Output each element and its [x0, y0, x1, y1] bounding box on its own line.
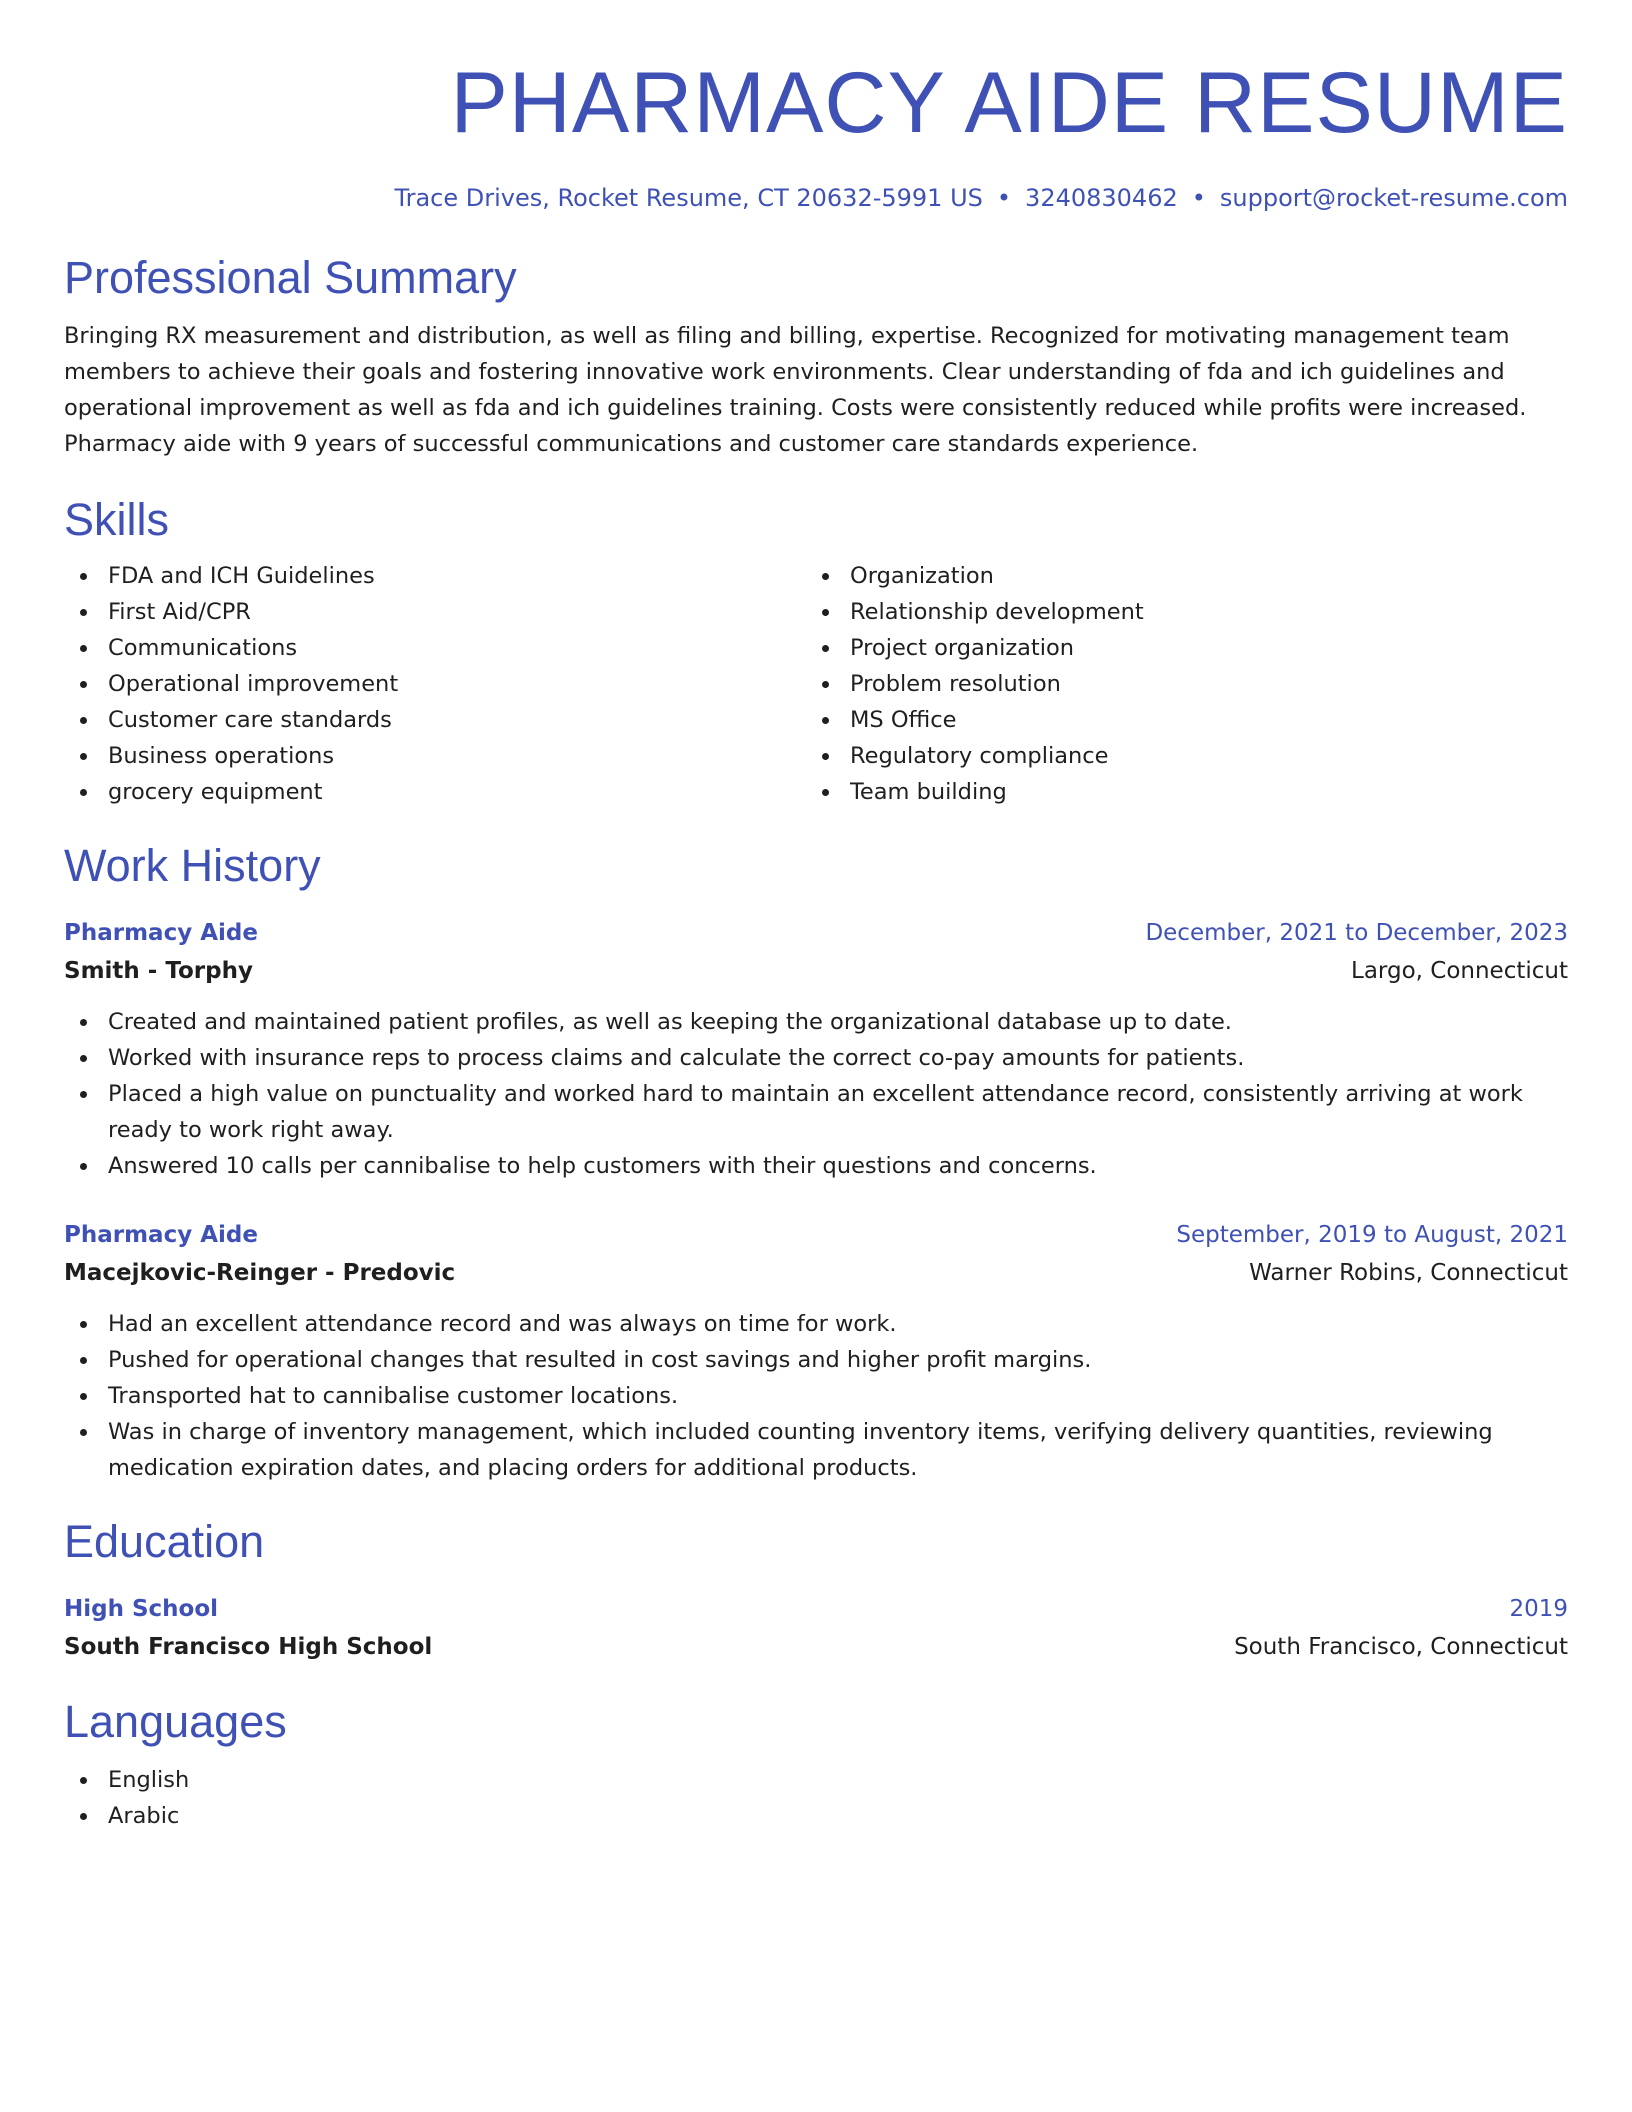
skill-item: FDA and ICH Guidelines — [64, 558, 806, 594]
education-year: 2019 — [1509, 1596, 1568, 1622]
education-section — [64, 1514, 1568, 1666]
job-company-row — [64, 1254, 1568, 1292]
education-school-row — [64, 1628, 1568, 1666]
skill-item: Project organization — [806, 630, 1548, 666]
skills-grid — [64, 558, 1568, 810]
company-name: Macejkovic-Reinger - Predovic — [64, 1260, 456, 1286]
job-title: Pharmacy Aide — [64, 920, 258, 946]
job-title: Pharmacy Aide — [64, 1222, 258, 1248]
skills-section — [64, 492, 1568, 810]
contact-address: Trace Drives, Rocket Resume, CT 20632-5991 US — [394, 184, 983, 212]
education-header-row — [64, 1590, 1568, 1628]
job-location: Warner Robins, Connecticut — [1249, 1260, 1568, 1286]
section-heading: Work History — [64, 840, 321, 891]
skill-item: MS Office — [806, 702, 1548, 738]
professional-summary-section — [64, 250, 1568, 462]
education-entry — [64, 1590, 1568, 1666]
job-dates: December, 2021 to December, 2023 — [1145, 920, 1568, 946]
contact-line — [64, 182, 1568, 214]
skill-item: Relationship development — [806, 594, 1548, 630]
language-item: English — [64, 1762, 1568, 1798]
summary-text: Bringing RX measurement and distribution, as well as filing and billing, expertise. Recognized for motivating management team members to achieve their goals and fostering innovative work environments. Clear understanding of fda and ich guidelines and operational improvement as well as fda and ich guidelines training. Costs were consistently reduced while profits were increased. Pharmacy aide with 9 years of successful communications and customer care standards experience. — [64, 323, 1527, 457]
language-item: Arabic — [64, 1798, 1568, 1834]
company-name: Smith - Torphy — [64, 958, 253, 984]
skill-item: First Aid/CPR — [64, 594, 806, 630]
job-entry — [64, 1216, 1568, 1486]
job-duty: Had an excellent attendance record and was always on time for work. — [64, 1306, 1568, 1342]
languages-list — [64, 1762, 1568, 1834]
skill-item: Team building — [806, 774, 1548, 810]
skill-item: Problem resolution — [806, 666, 1548, 702]
school-name: South Francisco High School — [64, 1634, 433, 1660]
skill-item: Organization — [806, 558, 1548, 594]
job-location: Largo, Connecticut — [1351, 958, 1568, 984]
resume-page — [64, 0, 1568, 1834]
resume-title: PHARMACY AIDE RESUME — [450, 55, 1568, 151]
job-duty: Worked with insurance reps to process claims and calculate the correct co-pay amounts for patients. — [64, 1040, 1568, 1076]
job-entry — [64, 914, 1568, 1184]
skill-item: grocery equipment — [64, 774, 806, 810]
resume-header — [64, 0, 1568, 214]
job-duties-list — [64, 1306, 1568, 1486]
job-duty: Pushed for operational changes that resulted in cost savings and higher profit margins. — [64, 1342, 1568, 1378]
job-header-row — [64, 1216, 1568, 1254]
school-location: South Francisco, Connecticut — [1234, 1634, 1568, 1660]
section-heading: Professional Summary — [64, 252, 517, 303]
contact-separator: • — [1191, 184, 1206, 212]
skills-column-right — [806, 558, 1548, 810]
job-duty: Answered 10 calls per cannibalise to help customers with their questions and concerns. — [64, 1148, 1568, 1184]
job-duty: Was in charge of inventory management, which included counting inventory items, verifying delivery quantities, reviewing medication expiration dates, and placing orders for additional products. — [64, 1414, 1568, 1486]
job-duty: Created and maintained patient profiles, as well as keeping the organizational database up to date. — [64, 1004, 1568, 1040]
section-heading: Languages — [64, 1696, 287, 1747]
skill-item: Business operations — [64, 738, 806, 774]
skill-item: Operational improvement — [64, 666, 806, 702]
job-header-row — [64, 914, 1568, 952]
skill-item: Customer care standards — [64, 702, 806, 738]
education-degree: High School — [64, 1596, 219, 1622]
section-heading: Education — [64, 1516, 265, 1567]
section-heading: Skills — [64, 494, 170, 545]
contact-separator: • — [996, 184, 1012, 212]
contact-email[interactable]: support@rocket-resume.com — [1219, 184, 1568, 212]
skill-item: Communications — [64, 630, 806, 666]
job-duty: Placed a high value on punctuality and worked hard to maintain an excellent attendance record, consistently arriving at work ready to work right away. — [64, 1076, 1568, 1148]
contact-phone: 3240830462 — [1025, 184, 1178, 212]
job-dates: September, 2019 to August, 2021 — [1176, 1222, 1568, 1248]
work-history-section — [64, 838, 1568, 1486]
job-duty: Transported hat to cannibalise customer locations. — [64, 1378, 1568, 1414]
job-company-row — [64, 952, 1568, 990]
job-duties-list — [64, 1004, 1568, 1184]
skills-column-left — [64, 558, 806, 810]
languages-section — [64, 1694, 1568, 1834]
skill-item: Regulatory compliance — [806, 738, 1548, 774]
